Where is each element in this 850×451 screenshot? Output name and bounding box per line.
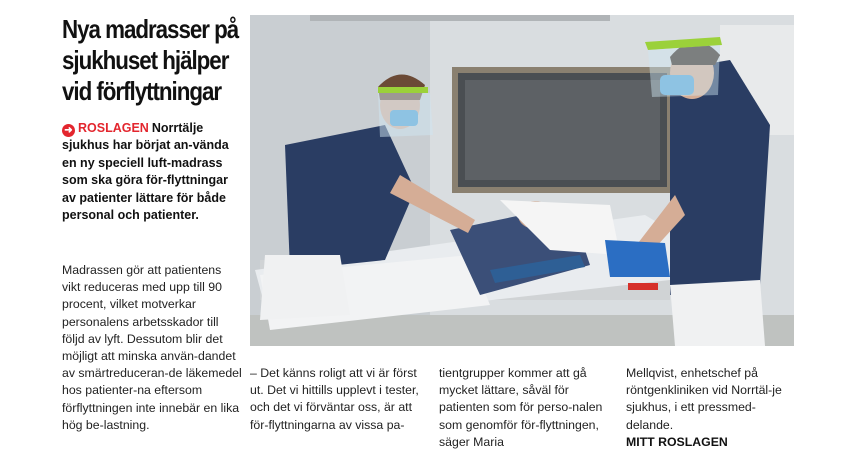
- lead-paragraph: [62, 120, 242, 224]
- byline: MITT ROSLAGEN: [626, 434, 728, 449]
- arrow-right-circle-icon: ➜: [62, 124, 75, 137]
- body-column-1: Madrassen gör att patientens vikt reduceras med upp till 90 procent, vilket motverkar personalens arbetsskador till följd av lyft. Dessutom blir det möjligt att minska använ-dandet av smärtreduceran-de läkemedel hos patienter-na eftersom förflyttningen inte innebär en lika hög be-lastning.: [62, 263, 242, 432]
- body-column-3: tientgrupper kommer att gå mycket lättare, såväl för patienten som för perso-nalen som genomför för-flyttningen, säger Maria: [439, 366, 603, 449]
- headline: Nya madrasser på sjukhuset hjälper vid förflyttningar: [62, 14, 239, 106]
- location-label: ROSLAGEN: [78, 121, 149, 135]
- body-column-4: [626, 365, 796, 451]
- hospital-photo-illustration: [250, 15, 794, 346]
- body-column-4-text: Mellqvist, enhetschef på röntgenkliniken vid Norrtäl-je sjukhus, i ett pressmed-delande.: [626, 366, 782, 432]
- lead-text: Norrtälje sjukhus har börjat an-vända en ny speciell luft-madrass som ska göra för-flyttningar av patienter lättare för både personal och patienter.: [62, 121, 229, 223]
- article-photo: [250, 15, 794, 346]
- body-column-2: – Det känns roligt att vi är först ut. Det vi hittills upplevt i tester, och det vi förväntar oss, är att för-flyttningarna av vissa pa-: [250, 366, 419, 432]
